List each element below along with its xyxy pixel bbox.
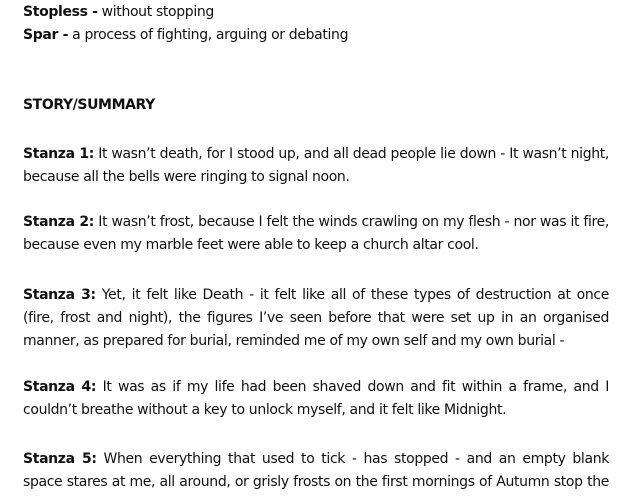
stanza-label: Stanza 4: <box>23 379 97 395</box>
stanza-text: It was as if my life had been shaved down and fit within a frame, and I couldn’t breathe without a key to unlock myself, and it felt like Midnight. <box>23 379 609 418</box>
stanza-label: Stanza 2: <box>23 214 95 230</box>
stanza-summary-3 <box>23 284 609 353</box>
stanza-text: Yet, it felt like Death - it felt like all of these types of destruction at once (fire, frost and night), the figures I’ve seen before that were set up in an organised manner, as prepared for burial, reminded me of my own self and my own burial - <box>23 287 609 349</box>
glossary-term: Spar - <box>23 27 69 43</box>
section-heading: STORY/SUMMARY <box>23 97 155 113</box>
stanza-text: When everything that used to tick - has stopped - and an empty blank space stares at me, all around, or grisly frosts on the first mornings of Autumn stop the <box>23 451 609 490</box>
stanza-label: Stanza 3: <box>23 287 96 303</box>
stanza-text: It wasn’t death, for I stood up, and all dead people lie down - It wasn’t night, because all the bells were ringing to signal noon. <box>23 146 609 185</box>
stanza-summary-2 <box>23 211 609 257</box>
stanza-summary-4 <box>23 376 609 422</box>
glossary-entry-stopless <box>23 1 609 24</box>
glossary-term: Stopless - <box>23 4 98 20</box>
stanza-summary-5 <box>23 448 609 494</box>
stanza-label: Stanza 1: <box>23 146 94 162</box>
stanza-summary-1 <box>23 143 609 189</box>
glossary-entry-spar <box>23 24 609 47</box>
document-page <box>23 0 609 490</box>
stanza-text: It wasn’t frost, because I felt the winds crawling on my flesh - nor was it fire, because even my marble feet were able to keep a church altar cool. <box>23 214 609 253</box>
stanza-label: Stanza 5: <box>23 451 97 467</box>
glossary-definition: without stopping <box>97 4 214 20</box>
glossary-definition: a process of fighting, arguing or debating <box>68 27 349 43</box>
